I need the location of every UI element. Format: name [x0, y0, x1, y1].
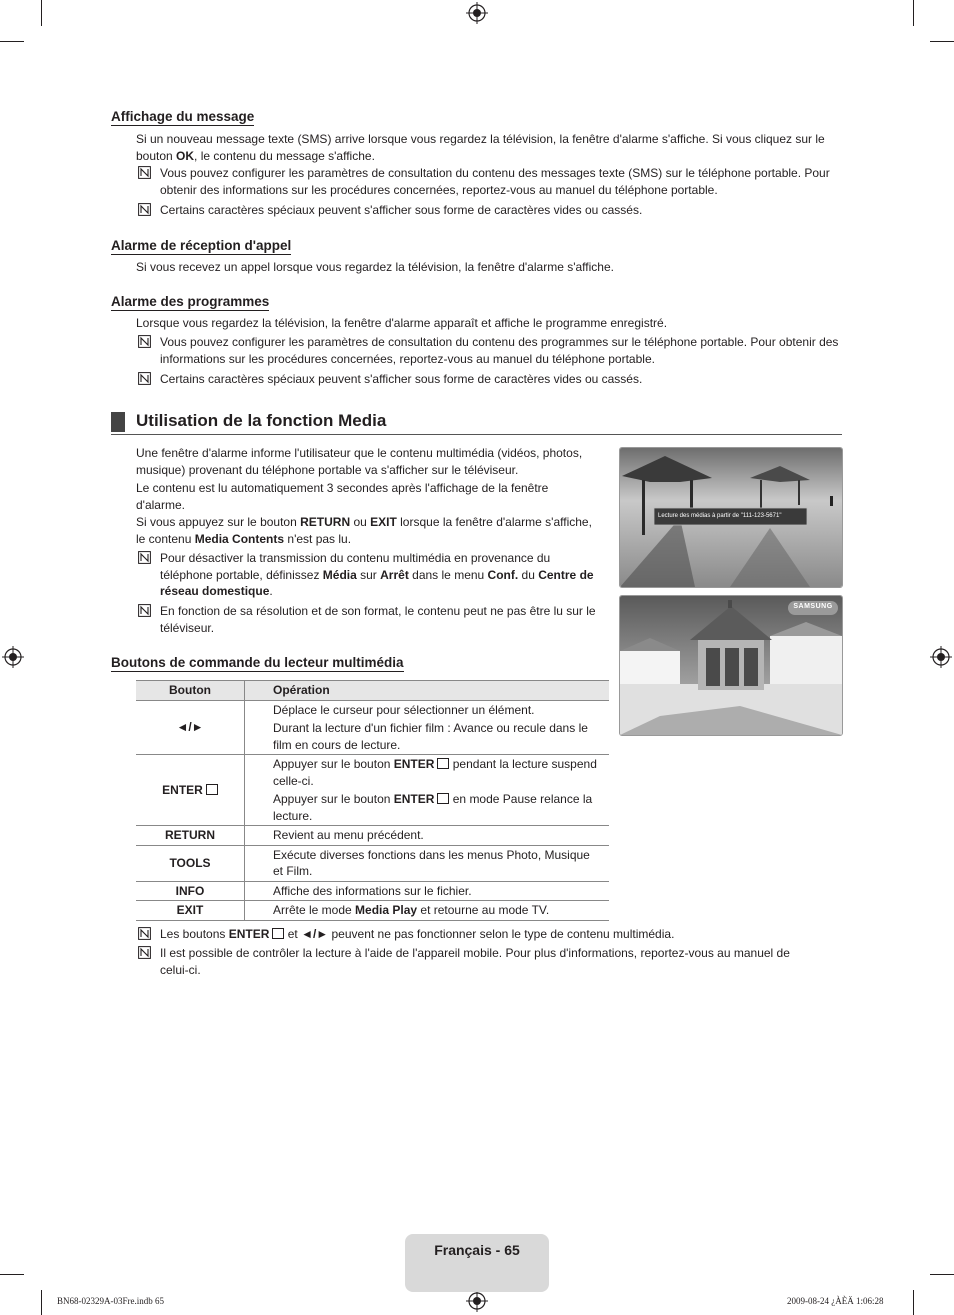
- table-row: [136, 881, 609, 901]
- note-icon: [138, 927, 151, 940]
- affichage-intro: Si un nouveau message texte (SMS) arrive lorsque vous regardez la télévision, la fenêtre d'alarme s'affiche. Si vous cliquez sur le bouton OK, le contenu du message s'affiche.: [136, 132, 825, 163]
- enter-icon: [206, 784, 218, 795]
- page-number-tab: [405, 1234, 549, 1292]
- media-p3: Si vous appuyez sur le bouton RETURN ou EXIT lorsque la fenêtre d'alarme s'affiche, le contenu Media Contents n'est pas lu.: [136, 515, 592, 546]
- button-key: RETURN: [136, 826, 245, 846]
- table-row: [136, 700, 609, 755]
- note-icon: [138, 203, 151, 216]
- heading-programmes: Alarme des programmes: [111, 294, 270, 309]
- note-item: Pour désactiver la transmission du contenu multimédia en provenance du téléphone portable, définissez Média sur Arrêt dans le menu Conf. du Centre de réseau domestique.: [136, 550, 606, 600]
- crop-mark: [0, 1274, 24, 1275]
- note-item: Il est possible de contrôler la lecture à l'aide de l'appareil mobile. Pour plus d'informations, reportez-vous au manuel de celui-ci.: [136, 945, 820, 978]
- button-operation: Appuyer sur le bouton ENTER pendant la lecture suspend celle-ci. Appuyer sur le bouton ENTER en mode Pause relance la lecture.: [245, 755, 610, 826]
- button-operation: Arrête le mode Media Play et retourne au mode TV.: [245, 901, 610, 921]
- samsung-logo: SAMSUNG: [793, 603, 833, 610]
- note-icon: [138, 335, 151, 348]
- enter-icon: [272, 928, 284, 939]
- note-item: Certains caractères spéciaux peuvent s'afficher sous forme de caractères vides ou cassés.: [136, 371, 850, 388]
- table-row: [136, 845, 609, 881]
- crop-mark: [930, 1274, 954, 1275]
- beach-screenshot-image: [619, 447, 843, 588]
- registration-mark-icon: [466, 1290, 488, 1312]
- heading-appel: Alarme de réception d'appel: [111, 238, 292, 253]
- table-row: [136, 901, 609, 921]
- crop-mark: [913, 1290, 914, 1315]
- programmes-text: Lorsque vous regardez la télévision, la fenêtre d'alarme apparaît et affiche le programme enregistré.: [136, 316, 668, 330]
- column-header: Bouton: [136, 681, 245, 701]
- section-title-media: [111, 410, 842, 435]
- registration-mark-icon: [2, 646, 24, 668]
- button-operation: Revient au menu précédent.: [245, 826, 610, 846]
- crop-mark: [930, 41, 954, 42]
- table-row: [136, 826, 609, 846]
- controls-table: [136, 680, 609, 921]
- note-item: Vous pouvez configurer les paramètres de consultation du contenu des programmes sur le téléphone portable. Pour obtenir des informations sur les procédures concernées, reportez-vous au manuel du téléphone portable.: [136, 334, 850, 367]
- page-number: Français - 65: [434, 1242, 520, 1258]
- note-icon: [138, 551, 151, 564]
- heading-affichage: Affichage du message: [111, 109, 255, 124]
- button-key: ENTER: [136, 755, 245, 826]
- button-key: INFO: [136, 881, 245, 901]
- table-header-row: [136, 681, 609, 701]
- note-item: Certains caractères spéciaux peuvent s'afficher sous forme de caractères vides ou cassés.: [136, 202, 850, 219]
- gazebo-screenshot-image: [619, 595, 843, 736]
- registration-mark-icon: [466, 2, 488, 24]
- button-key: EXIT: [136, 901, 245, 921]
- note-item: Vous pouvez configurer les paramètres de consultation du contenu des messages texte (SMS) sur le téléphone portable. Pour obtenir des informations sur les procédures concernées, reportez-vous au manuel du téléphone portable.: [136, 165, 850, 198]
- section-title-text: Utilisation de la fonction Media: [136, 411, 387, 430]
- registration-mark-icon: [930, 646, 952, 668]
- column-header: Opération: [245, 681, 610, 701]
- print-slug-left: BN68-02329A-03Fre.indb 65: [57, 1296, 164, 1306]
- table-row: [136, 755, 609, 826]
- note-item: En fonction de sa résolution et de son format, le contenu peut ne pas être lu sur le téléviseur.: [136, 603, 606, 636]
- crop-mark: [41, 1290, 42, 1315]
- button-operation: Affiche des informations sur le fichier.: [245, 881, 610, 901]
- media-p1: Une fenêtre d'alarme informe l'utilisateur que le contenu multimédia (vidéos, photos, musique) provenant du téléphone portable va s'afficher sur le téléviseur.: [136, 446, 583, 477]
- enter-icon: [437, 758, 449, 769]
- button-operation: Déplace le curseur pour sélectionner un élément. Durant la lecture d'un fichier film : Avance ou recule dans le film en cours de lecture.: [245, 700, 610, 755]
- heading-boutons: Boutons de commande du lecteur multimédia: [111, 655, 404, 670]
- media-p2: Le contenu est lu automatiquement 3 secondes après l'affichage de la fenêtre d'alarme.: [136, 481, 549, 512]
- gazebo-scene: [620, 596, 842, 735]
- crop-mark: [41, 0, 42, 26]
- note-icon: [138, 372, 151, 385]
- note-icon: [138, 946, 151, 959]
- note-icon: [138, 604, 151, 617]
- button-key: ◄/►: [136, 700, 245, 755]
- button-key: TOOLS: [136, 845, 245, 881]
- osd-message: Lecture des médias à partir de "111-123-5671": [658, 513, 782, 519]
- crop-mark: [0, 41, 24, 42]
- print-slug-right: 2009-08-24 ¿ÀÈÄ 1:06:28: [787, 1296, 884, 1306]
- note-item: Les boutons ENTER et ◄/► peuvent ne pas fonctionner selon le type de contenu multimédia.: [136, 926, 820, 943]
- button-operation: Exécute diverses fonctions dans les menus Photo, Musique et Film.: [245, 845, 610, 881]
- section-bar: [111, 412, 125, 432]
- crop-mark: [913, 0, 914, 26]
- note-icon: [138, 166, 151, 179]
- enter-icon: [437, 793, 449, 804]
- appel-text: Si vous recevez un appel lorsque vous regardez la télévision, la fenêtre d'alarme s'affiche.: [136, 260, 614, 274]
